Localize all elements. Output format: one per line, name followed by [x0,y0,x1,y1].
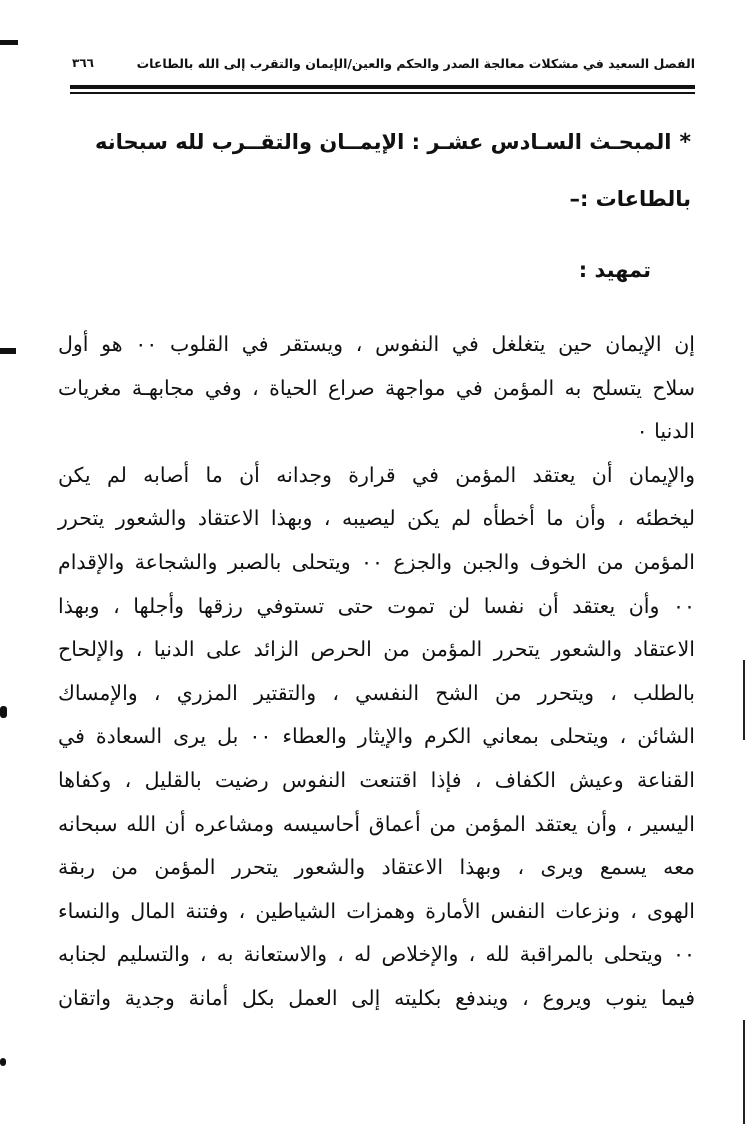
scan-edge-line-lower [743,1020,745,1124]
scan-dot-left [0,706,7,718]
text-line: الهوى ، ونزعات النفس الأمارة وهمزات الشياطين ، وفتنة المال والنساء [58,898,695,923]
subheading-introduction: تمهيد : [578,258,651,282]
text-line: القناعة وعيش الكفاف ، فإذا اقتنعت النفوس رضيت بالقليل ، وكفاها [58,767,695,792]
section-heading-line-1 [60,114,691,171]
header-rule-thick [70,85,695,89]
text-line: الشائن ، ويتحلى بمعاني الكرم والإيثار والعطاء ٠٠ بل يرى السعادة في [58,724,695,749]
text-line: والإيمان أن يعتقد المؤمن في قرارة وجدانه أن ما أصابه لم يكن [58,462,695,487]
running-header [72,52,695,82]
text-line: ٠٠ ويتحلى بالمراقبة لله ، والإخلاص له ، والاستعانة به ، والتسليم لجنابه [58,942,695,967]
text-line: اليسير ، وأن يعتقد المؤمن من أعماق أحاسيسه ومشاعره أن الله سبحانه [58,811,695,836]
text-line: المؤمن من الخوف والجبن والجزع ٠٠ ويتحلى بالصبر والشجاعة والإقدام [58,549,695,574]
body-text [58,323,695,1021]
text-line: معه يسمع ويرى ، وبهذا الاعتقاد والشعور يتحرر المؤمن من ربقة [58,855,695,880]
heading-text-1: المبحـث السـادس عشـر : الإيمــان والتقــرب لله سبحانه [95,130,672,154]
text-line: سلاح يتسلح به المؤمن في مواجهة صراع الحياة ، وفي مجابهـة مغريات [58,375,695,400]
section-heading-line-2: بالطاعات :– [569,187,691,211]
text-line: الدنيا ٠ [636,419,695,444]
text-line: ٠٠ وأن يعتقد أن نفسا لن تموت حتى تستوفي رزقها وأجلها ، وبهذا [58,593,695,618]
page-number: ٣٦٦ [72,56,94,70]
text-line: ليخطئه ، وأن ما أخطأه لم يكن ليصيبه ، وبهذا الاعتقاد والشعور يتحرر [58,506,695,531]
scan-dot-left-bottom [0,1058,6,1066]
text-line: إن الإيمان حين يتغلغل في النفوس ، ويستقر في القلوب ٠٠ هو أول [58,332,695,356]
heading-bullet: * [679,130,691,155]
section-heading [60,114,691,228]
running-header-title: الفصل السعيد في مشكلات معالجة الصدر والحكم والعين/الإيمان والتقرب إلى الله بالطاعات [136,56,695,71]
header-rule-thin [70,92,695,94]
text-line: بالطلب ، ويتحرر من الشح النفسي ، والتقتير المزري ، والإمساك [58,680,695,705]
text-line: فيما ينوب ويروع ، ويندفع بكليته إلى العمل بكل أمانة وجدية واتقان [58,985,695,1010]
scan-mark-left-middle [0,348,16,354]
text-line: الاعتقاد والشعور يتحرر المؤمن من الحرص الزائد على الدنيا ، والإلحاح [58,637,695,662]
scan-edge-line-upper [743,660,745,740]
scan-mark-top-left [0,40,18,45]
